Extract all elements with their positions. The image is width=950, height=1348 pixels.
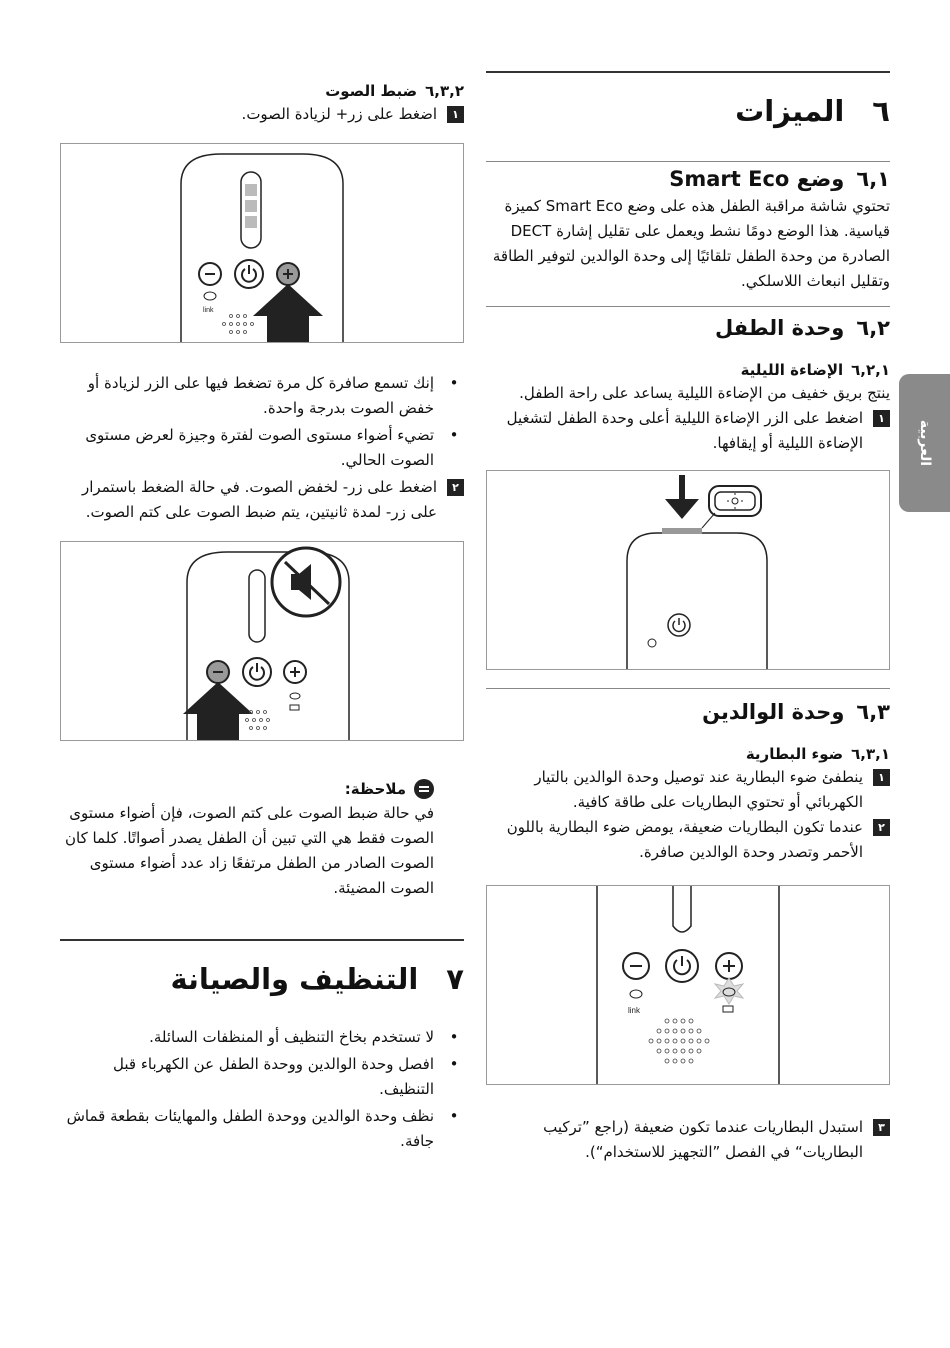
chapter6-number: ٦	[872, 94, 890, 128]
baby-unit-top-illustration	[487, 471, 889, 669]
volume-down-illustration	[61, 542, 463, 740]
speaker-grille	[649, 1019, 709, 1063]
section-6-3-2-title	[60, 80, 464, 102]
language-tab	[899, 374, 950, 512]
section-6-2-1-title-text: الإضاءة الليلية	[740, 361, 844, 379]
section-6-1-title	[486, 164, 890, 194]
section-6-2-1-number: ٦,٢,١	[851, 361, 890, 379]
language-tab-label: العربية	[916, 419, 933, 467]
step-badge: ٢	[447, 479, 464, 496]
list-item: • افصل وحدة الوالدين ووحدة الطفل عن الكهرباء قبل التنظيف.	[60, 1052, 434, 1102]
section-6-2-1-title	[486, 359, 890, 381]
section-6-2-rule	[486, 306, 890, 307]
link-label-1: link	[203, 307, 214, 314]
step-text: ينطفئ ضوء البطارية عند توصيل وحدة الوالدين بالتيار الكهربائي أو تحتوي البطاريات على طاقة كافية.	[534, 768, 863, 811]
note-block	[60, 777, 464, 901]
note-title	[60, 777, 434, 801]
list-item: • لا تستخدم بخاخ التنظيف أو المنظفات السائلة.	[60, 1025, 434, 1050]
section-6-2-title-text: وحدة الطفل	[714, 316, 845, 340]
right-column	[486, 60, 890, 1165]
section-6-2-number: ٦,٢	[856, 316, 890, 340]
battery-step-2	[486, 815, 890, 865]
step-text: اضغط على الزر الإضاءة الليلية أعلى وحدة الطفل لتشغيل الإضاءة الليلية أو إيقافها.	[506, 409, 863, 452]
chapter6-title-text: الميزات	[735, 94, 845, 128]
step-badge: ١	[447, 106, 464, 123]
section-6-2-1-body: ينتج بريق خفيف من الإضاءة الليلية يساعد على راحة الطفل.	[519, 384, 890, 402]
step-text: استبدل البطاريات عندما تكون ضعيفة (راجع ”تركيب البطاريات“ في الفصل ”التجهيز للاستخدام“).	[543, 1118, 863, 1161]
section-6-1-number: ٦,١	[856, 167, 890, 191]
step-badge: ٣	[873, 1119, 890, 1136]
figure-volume-up	[60, 143, 464, 343]
cleaning-bullets	[60, 1025, 464, 1154]
chapter6-rule	[486, 71, 890, 73]
battery-step-1	[486, 765, 890, 815]
chapter7-title-text: التنظيف والصيانة	[170, 962, 419, 996]
battery-step-3	[486, 1115, 890, 1165]
step-badge: ١	[873, 769, 890, 786]
note-icon	[414, 779, 434, 799]
volume-up-illustration	[61, 144, 463, 342]
link-label-2: link	[628, 1006, 641, 1015]
step-badge: ٢	[873, 819, 890, 836]
section-6-3-title	[486, 697, 890, 727]
figure-battery-light	[486, 885, 890, 1085]
section-6-2-title	[486, 313, 890, 343]
chapter7-title	[60, 959, 464, 999]
volume-step-2	[60, 475, 464, 525]
section-6-1-body: تحتوي شاشة مراقبة الطفل هذه على وضع Smart Eco كميزة قياسية. هذا الوضع دومًا نشط ويعمل على تقليل إشارة DECT الصادرة من وحدة الطفل تلقائيًا إلى وحدة الوالدين لتوفير الطاقة وتقليل انبعاث اللاسلكي.	[492, 197, 890, 290]
step-text: اضغط على زر- لخفض الصوت. في حالة الضغط باستمرار على زر- لمدة ثانيتين، يتم ضبط الصوت على كتم الصوت.	[82, 478, 437, 521]
section-6-3-1-title-text: ضوء البطارية	[745, 745, 844, 763]
chapter6-title	[486, 91, 890, 131]
chapter7-number: ٧	[446, 962, 464, 996]
step-text: عندما تكون البطاريات ضعيفة، يومض ضوء البطارية باللون الأحمر وتصدر وحدة الوالدين صافرة.	[506, 818, 863, 861]
volume-step-1	[60, 102, 464, 127]
section-6-3-title-text: وحدة الوالدين	[702, 700, 845, 724]
step-badge: ١	[873, 410, 890, 427]
list-item: • نظف وحدة الوالدين ووحدة الطفل والمهايئات بقطعة قماش جافة.	[60, 1104, 434, 1154]
list-item: • تضيء أضواء مستوى الصوت لفترة وجيزة لعرض مستوى الصوت الحالي.	[60, 423, 434, 473]
night-light-step-1	[486, 406, 890, 456]
note-body: في حالة ضبط الصوت على كتم الصوت، فإن أضواء مستوى الصوت فقط هي التي تبين أن الطفل يصدر أصواتًا. كلما كان الصوت الصادر من الطفل مرتفعًا زاد عدد أضواء مستوى الصوت المضيئة.	[64, 804, 434, 897]
chapter7-rule	[60, 939, 464, 941]
figure-volume-down	[60, 541, 464, 741]
section-6-1-title-text: وضع Smart Eco	[669, 167, 845, 191]
section-6-3-1-number: ٦,٣,١	[851, 745, 890, 763]
volume-bullets	[60, 371, 464, 473]
section-6-3-rule	[486, 688, 890, 689]
parent-unit-battery-illustration	[487, 886, 889, 1084]
list-item: • إنك تسمع صافرة كل مرة تضغط فيها على الزر لزيادة أو خفض الصوت بدرجة واحدة.	[60, 371, 434, 421]
note-title-text: ملاحظة:	[344, 780, 406, 798]
step-text: اضغط على زر+ لزيادة الصوت.	[241, 105, 437, 123]
figure-night-light	[486, 470, 890, 670]
section-6-1-rule	[486, 161, 890, 162]
left-column	[60, 80, 464, 1156]
section-6-3-number: ٦,٣	[856, 700, 890, 724]
section-6-3-2-number: ٦,٣,٢	[425, 82, 464, 100]
section-6-3-2-title-text: ضبط الصوت	[325, 82, 418, 100]
section-6-3-1-title	[486, 743, 890, 765]
